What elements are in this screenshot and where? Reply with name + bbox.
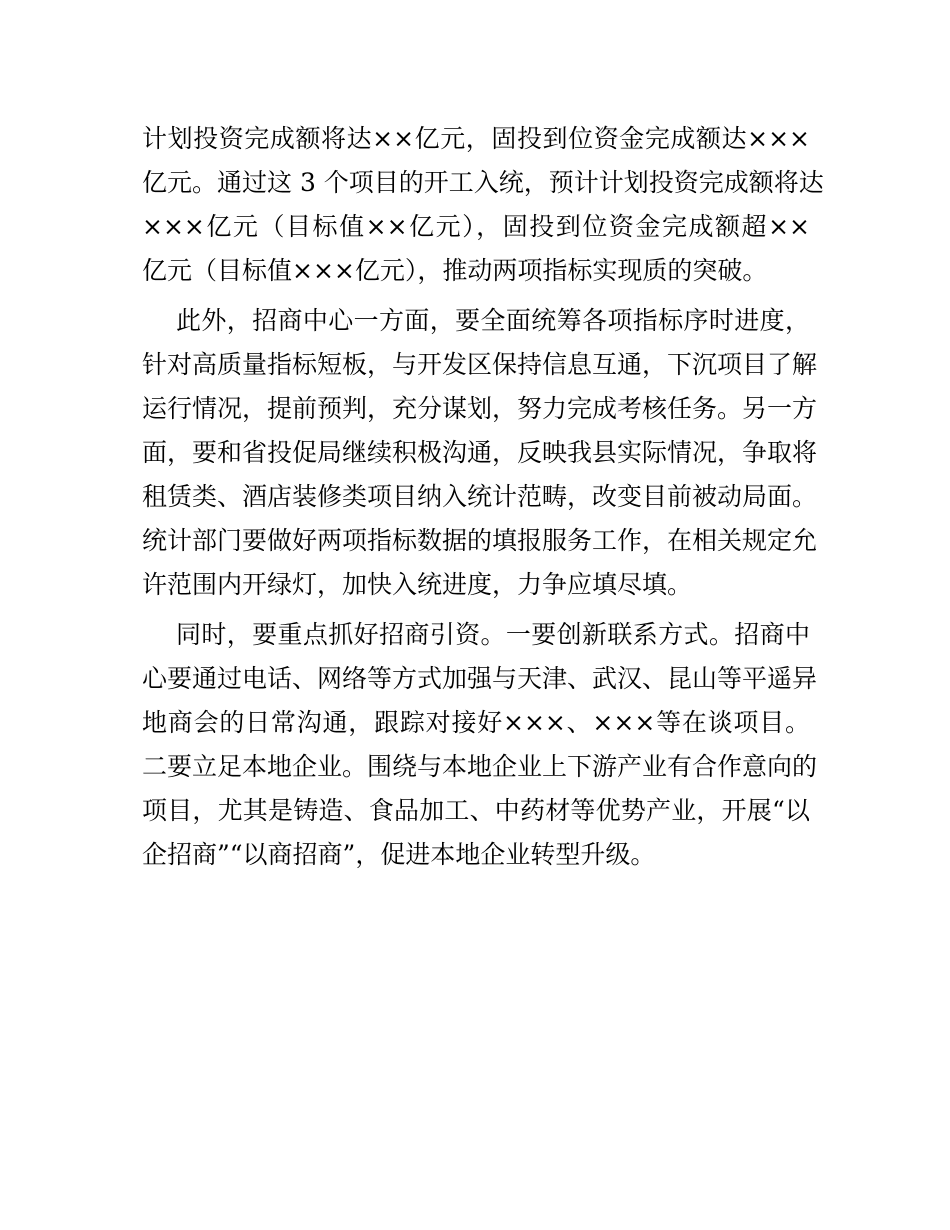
text-line: 亿元（目标值×××亿元），推动两项指标实现质的突破。 — [142, 256, 768, 285]
text-line: 许范围内开绿灯，加快入统进度，力争应填尽填。 — [142, 570, 693, 599]
text-line: 计划投资完成额将达××亿元，固投到位资金完成额达××× — [142, 124, 810, 153]
text-line: 运行情况，提前预判，充分谋划，努力完成考核任务。另一方 — [142, 394, 818, 423]
text-line: 亿元。通过这 3 个项目的开工入统，预计计划投资完成额将达 — [142, 168, 824, 197]
text-line: 租赁类、酒店装修类项目纳入统计范畴，改变目前被动局面。 — [142, 482, 818, 511]
text-line: 统计部门要做好两项指标数据的填报服务工作，在相关规定允 — [142, 526, 818, 555]
paragraph-2 — [142, 299, 818, 607]
text-line: 项目，尤其是铸造、食品加工、中药材等优势产业，开展“以 — [142, 796, 810, 825]
text-line: 地商会的日常沟通，跟踪对接好×××、×××等在谈项目。 — [142, 708, 810, 737]
text-line: ×××亿元（目标值××亿元），固投到位资金完成额超×× — [142, 212, 810, 241]
paragraph-1 — [142, 117, 824, 293]
text-line: 二要立足本地企业。围绕与本地企业上下游产业有合作意向的 — [142, 752, 818, 781]
text-line: 企招商”“以商招商”，促进本地企业转型升级。 — [142, 840, 656, 869]
paragraph-3 — [142, 613, 818, 877]
document-body — [142, 117, 824, 877]
text-line: 面，要和省投促局继续积极沟通，反映我县实际情况，争取将 — [142, 438, 818, 467]
text-line: 心要通过电话、网络等方式加强与天津、武汉、昆山等平遥异 — [142, 664, 818, 693]
text-line: 此外，招商中心一方面，要全面统筹各项指标序时进度， — [176, 306, 810, 335]
text-line: 针对高质量指标短板，与开发区保持信息互通，下沉项目了解 — [142, 350, 818, 379]
text-line: 同时，要重点抓好招商引资。一要创新联系方式。招商中 — [176, 620, 810, 649]
